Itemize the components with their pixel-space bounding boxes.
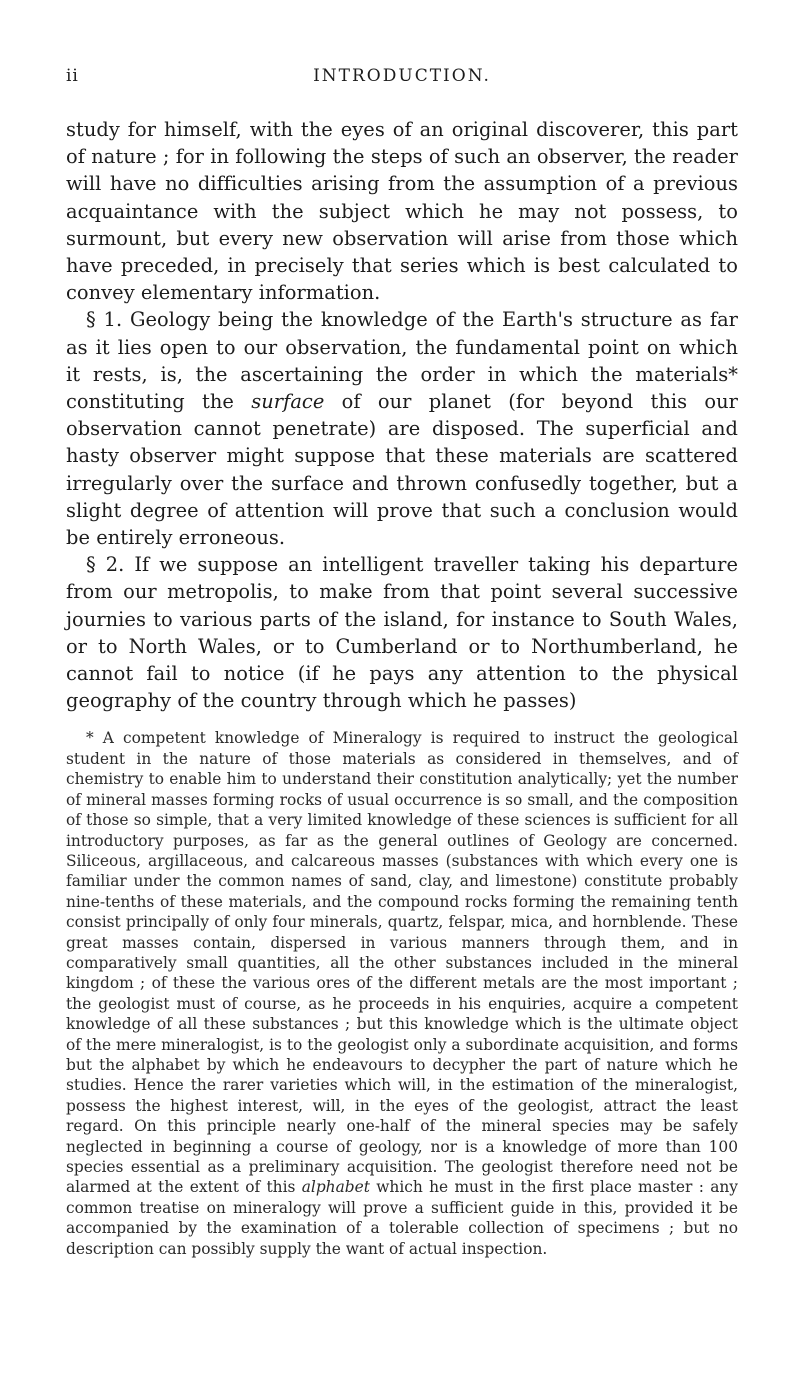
paragraph-section-2 (66, 551, 738, 714)
section-mark: § 1. (86, 308, 123, 332)
running-title: INTRODUCTION. (313, 66, 491, 86)
book-page (66, 58, 738, 1259)
main-text (66, 116, 738, 714)
paragraph-text: Geology being the knowledge of the Earth's structure as far as it lies open to our observation, the fundamental point on which it rests, is, the ascertaining the order in which the materials* constituting the (66, 308, 739, 414)
footnote-text: which he must in the first place master : any common treatise on mineralogy will prove a sufficient guide in this, provided it be accompanied by the examination of a tolerable collection of specimens ; but no description can possibly supply the want of actual inspection. (66, 1178, 738, 1258)
paragraph-continuation: study for himself, with the eyes of an original discoverer, this part of nature ; for in following the steps of such an observer, the reader will have no difficulties arising from the assumption of a previous acquaintance with the subject which he may not possess, to surmount, but every new observation will arise from those which have preceded, in precisely that series which is best calculated to convey elementary information. (66, 118, 738, 305)
footnote-text: * A competent knowledge of Mineralogy is required to instruct the geological student in the nature of those materials as considered in themselves, and of chemistry to enable him to understand their constitution analytically; yet the number of mineral masses forming rocks of usual occurrence is so small, and the composition of those so simple, that a very limited knowledge of these sciences is sufficient for all introductory purposes, as far as the general outlines of Geology are concerned. Siliceous, argillaceous, and calcareous masses (substances with which every one is familiar under the common names of sand, clay, and limestone) constitute probably nine-tenths of these materials, and the compound rocks forming the remaining tenth consist principally of only four minerals, quartz, felspar, mica, and hornblende. These great masses contain, dispersed in various manners through them, and in comparatively small quantities, all the other substances included in the mineral kingdom ; of these the various ores of the different metals are the most important ; the geologist must of course, as he proceeds in his enquiries, acquire a competent knowledge of all these substances ; but this knowledge which is the ultimate object of the mere mineralogist, is to the geologist only a subordinate acquisition, and forms but the alphabet by which he endeavours to decypher the part of nature which he studies. Hence the rarer varieties which will, in the estimation of the mineralogist, possess the highest interest, will, in the eyes of the geologist, attract the least regard. On this principle nearly one-half of the mineral species may be safely neglected in beginning a course of geology, nor is a knowledge of more than 100 species essential as a preliminary acquisition. The geologist therefore need not be alarmed at the extent of this (66, 729, 738, 1197)
italic-term: alphabet (301, 1178, 370, 1197)
paragraph-text: If we suppose an intelligent traveller taking his departure from our metropolis, to make from that point several successive journies to various parts of the island, for instance to South Wales, or to North Wales, or to Cumberland or to Northumberland, he cannot fail to notice (if he pays any attention to the physical geography of the country through which he passes) (66, 553, 739, 713)
page-header (66, 58, 738, 98)
page-number: ii (66, 66, 79, 86)
section-mark: § 2. (86, 553, 125, 577)
paragraph-text: of our planet (for beyond this our observation cannot penetrate) are disposed. The superficial and hasty observer might suppose that these materials are scattered irregularly over the surface and thrown confusedly together, but a slight degree of attention will prove that such a conclusion would be entirely erroneous. (66, 390, 738, 550)
paragraph-section-1 (66, 306, 738, 551)
italic-term: surface (251, 390, 325, 414)
footnote (66, 728, 738, 1259)
